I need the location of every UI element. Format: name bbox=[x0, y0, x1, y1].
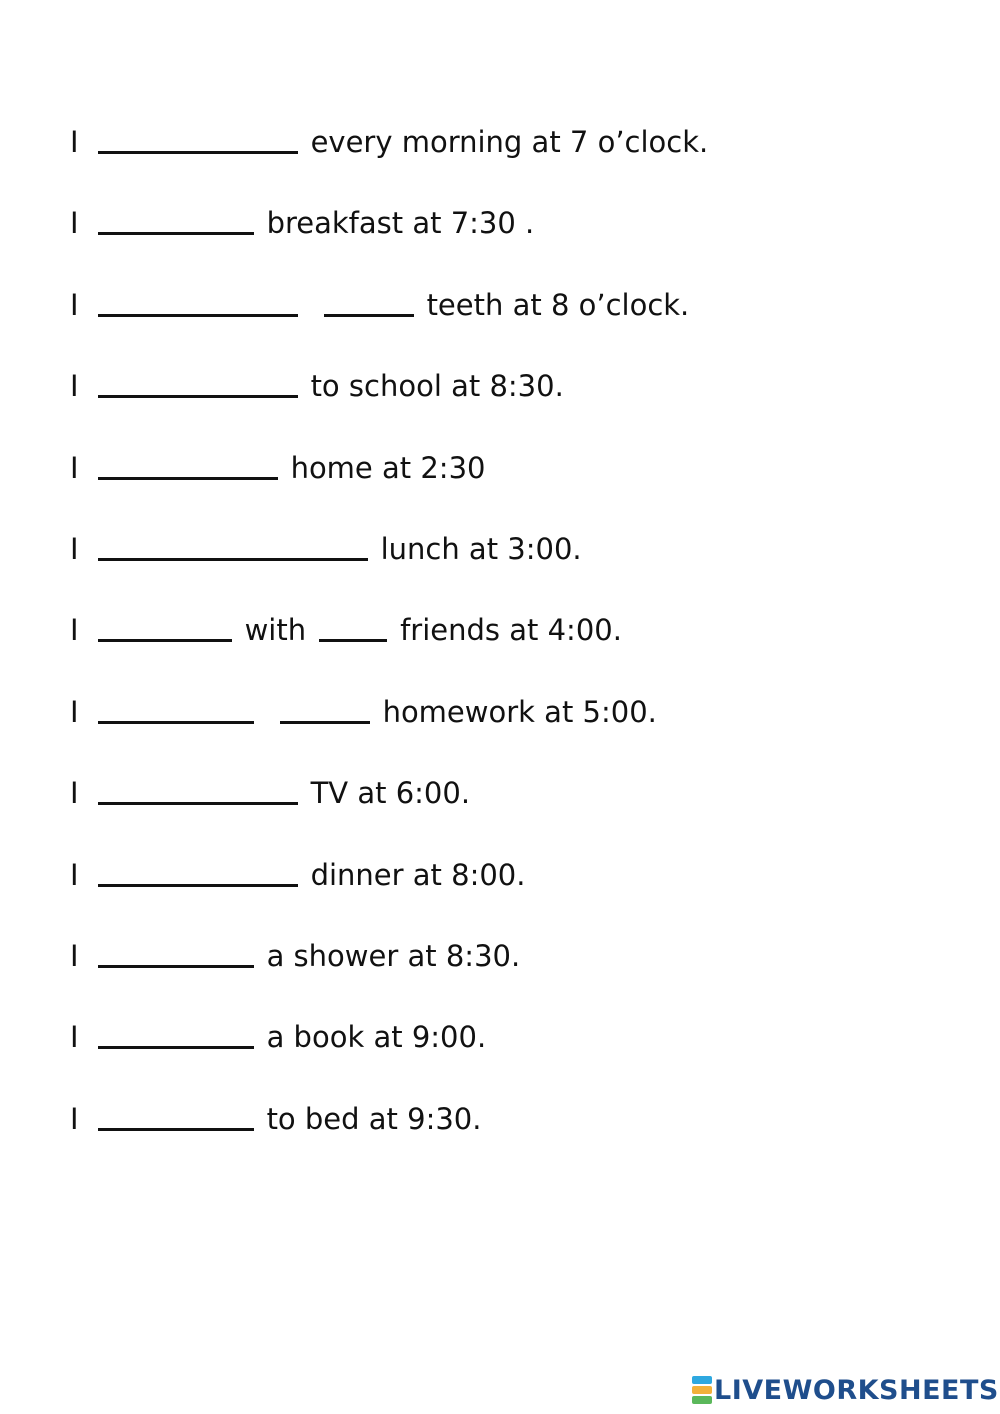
sentence-text: I bbox=[70, 287, 79, 322]
sentence-text: TV at 6:00. bbox=[310, 776, 471, 811]
sentence-text: homework at 5:00. bbox=[382, 694, 657, 729]
sentence-text: I bbox=[70, 450, 79, 485]
sentence-line bbox=[70, 1099, 708, 1139]
answer-blank[interactable] bbox=[98, 1101, 254, 1131]
answer-blank[interactable] bbox=[98, 612, 232, 642]
sentence-line bbox=[70, 448, 708, 488]
sentence-text: I bbox=[70, 613, 79, 648]
sentence-text: lunch at 3:00. bbox=[380, 531, 582, 566]
answer-blank[interactable] bbox=[98, 124, 298, 154]
answer-blank[interactable] bbox=[98, 205, 254, 235]
answer-blank[interactable] bbox=[98, 694, 254, 724]
liveworksheets-logo-icon bbox=[692, 1376, 712, 1404]
sentence-line bbox=[70, 366, 708, 406]
answer-blank[interactable] bbox=[98, 857, 298, 887]
sentence-text: dinner at 8:00. bbox=[310, 857, 526, 892]
answer-blank[interactable] bbox=[98, 938, 254, 968]
sentence-line bbox=[70, 203, 708, 243]
sentence-line bbox=[70, 855, 708, 895]
logo-text: LIVEWORKSHEETS bbox=[714, 1374, 999, 1406]
sentence-text: home at 2:30 bbox=[290, 450, 486, 485]
answer-blank[interactable] bbox=[319, 612, 387, 642]
sentence-text: I bbox=[70, 1020, 79, 1055]
sentence-text: I bbox=[70, 369, 79, 404]
sentence-text: I bbox=[70, 694, 79, 729]
answer-blank[interactable] bbox=[98, 775, 298, 805]
sentence-text: to bed at 9:30. bbox=[266, 1101, 482, 1136]
answer-blank[interactable] bbox=[98, 287, 298, 317]
liveworksheets-logo bbox=[692, 1372, 999, 1408]
sentence-text: I bbox=[70, 857, 79, 892]
sentence-list bbox=[70, 122, 708, 1180]
sentence-text: every morning at 7 o’clock. bbox=[310, 125, 709, 159]
sentence-text: I bbox=[70, 938, 79, 973]
sentence-text: I bbox=[70, 531, 79, 566]
answer-blank[interactable] bbox=[98, 450, 278, 480]
sentence-text: teeth at 8 o’clock. bbox=[426, 287, 690, 322]
answer-blank[interactable] bbox=[324, 287, 414, 317]
sentence-text: I bbox=[70, 776, 79, 811]
answer-blank[interactable] bbox=[98, 368, 298, 398]
sentence-line bbox=[70, 285, 708, 325]
sentence-text: breakfast at 7:30 . bbox=[266, 206, 535, 241]
sentence-line bbox=[70, 936, 708, 976]
sentence-line bbox=[70, 692, 708, 732]
sentence-text: with bbox=[244, 613, 307, 648]
sentence-text: I bbox=[70, 206, 79, 241]
sentence-text: a shower at 8:30. bbox=[266, 938, 521, 973]
sentence-line bbox=[70, 1017, 708, 1057]
answer-blank[interactable] bbox=[98, 1019, 254, 1049]
sentence-text: to school at 8:30. bbox=[310, 369, 564, 404]
sentence-line bbox=[70, 529, 708, 569]
answer-blank[interactable] bbox=[98, 531, 368, 561]
sentence-line bbox=[70, 122, 708, 162]
sentence-line bbox=[70, 610, 708, 650]
sentence-line bbox=[70, 773, 708, 813]
sentence-text: I bbox=[70, 1101, 79, 1136]
answer-blank[interactable] bbox=[280, 694, 370, 724]
sentence-text: I bbox=[70, 125, 79, 159]
sentence-text: a book at 9:00. bbox=[266, 1020, 487, 1055]
sentence-text: friends at 4:00. bbox=[400, 613, 622, 648]
